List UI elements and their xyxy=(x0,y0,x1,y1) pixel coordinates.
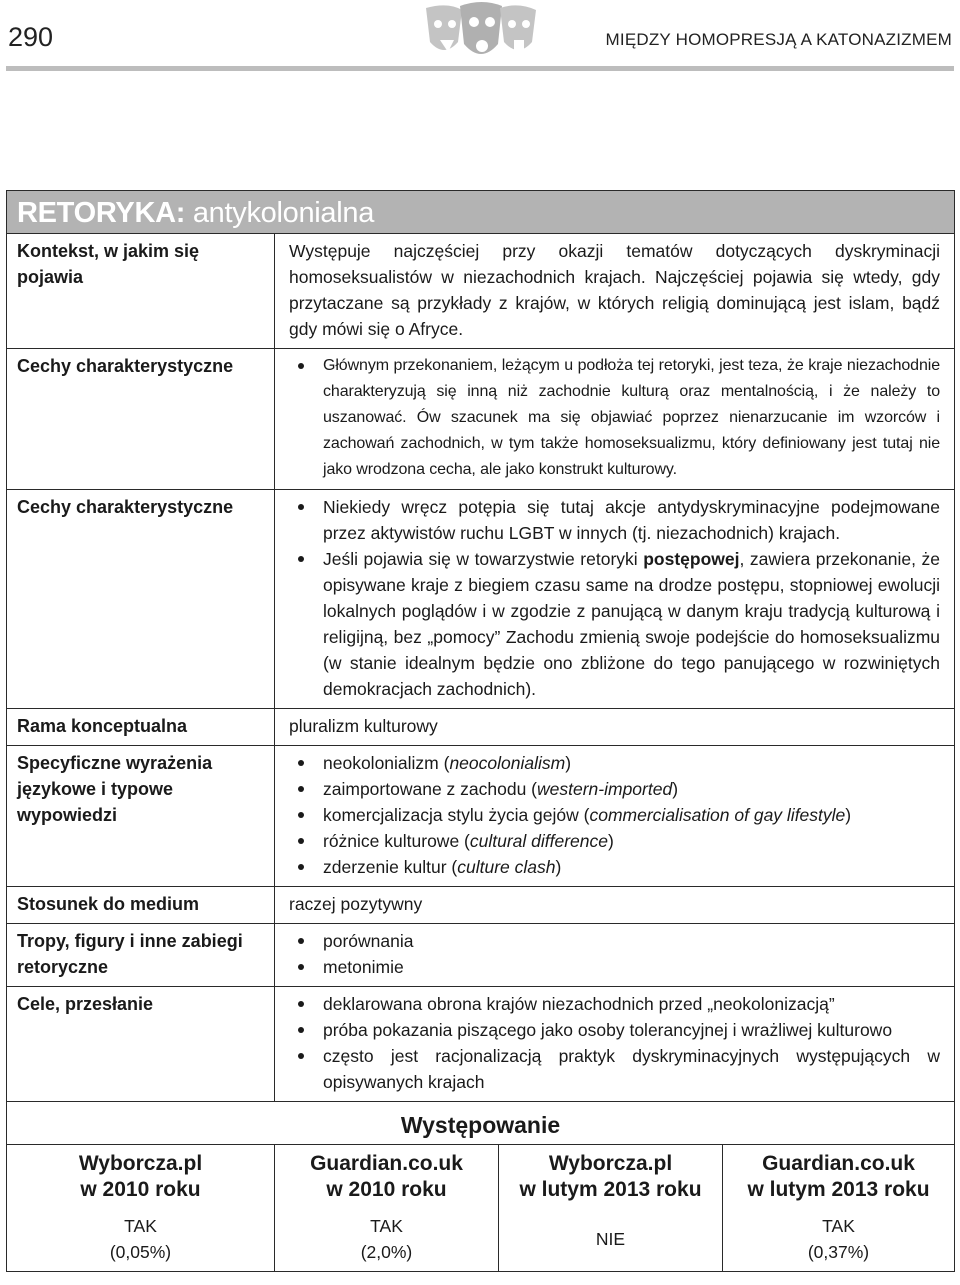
occurrence-cell xyxy=(499,1145,723,1272)
row-features-1 xyxy=(7,349,955,490)
bullet-list xyxy=(289,353,940,483)
row-label: Cele, przesłanie xyxy=(7,987,275,1102)
masks-logo-icon xyxy=(418,0,544,68)
occurrence-source: Wyborcza.pl xyxy=(548,1152,673,1175)
row-label: Rama konceptualna xyxy=(7,709,275,746)
list-item-text: , zawiera przekonanie, że opisywane kraje z biegiem czasu same na drodze postępu, stopniowej ewolucji lokalnych poglądów i w zgodzie z panującą w danym kraju tradycją kulturową i religijną, bez „pomocy” Zachodu zmienią swoje podejście do homoseksualizmu (w stanie idealnym będzie ono zbliżone do tego panującego w rozwiniętych demokracjach zachodnich). xyxy=(323,549,941,699)
row-label: Tropy, figury i inne zabiegi retoryczne xyxy=(7,924,275,987)
occurrence-heading: Występowanie xyxy=(7,1102,955,1145)
occurrence-source: Guardian.co.uk xyxy=(762,1152,915,1175)
occurrence-cell xyxy=(275,1145,499,1272)
list-item xyxy=(289,854,940,880)
list-item: metonimie xyxy=(289,954,940,980)
table-title xyxy=(7,191,955,234)
row-value: pluralizm kulturowy xyxy=(275,709,955,746)
list-item-text: ) xyxy=(672,779,679,799)
bullet-list xyxy=(289,928,940,980)
bullet-list xyxy=(289,494,940,702)
occurrence-cell xyxy=(723,1145,955,1272)
bullet-list xyxy=(289,991,940,1095)
list-item-italic: commercialisation of gay lifestyle xyxy=(589,805,846,825)
list-item-text: różnice kulturowe ( xyxy=(323,831,470,851)
list-item-text: ) xyxy=(608,831,614,851)
row-label: Specyficzne wyrażenia językowe i typowe wypowiedzi xyxy=(7,746,275,887)
row-framework xyxy=(7,709,955,746)
row-value: raczej pozytywny xyxy=(275,887,955,924)
list-item: często jest racjonalizacją praktyk dyskryminacyjnych występujących w opisywanych krajach xyxy=(289,1043,940,1095)
occurrence-share: (0,05%) xyxy=(109,1242,172,1262)
row-label: Kontekst, w jakim się pojawia xyxy=(7,234,275,349)
occurrence-result: TAK xyxy=(124,1216,157,1236)
row-context xyxy=(7,234,955,349)
row-value xyxy=(275,924,955,987)
rhetoric-table xyxy=(6,190,955,1272)
occurrence-source: Guardian.co.uk xyxy=(310,1152,463,1175)
row-expressions xyxy=(7,746,955,887)
list-item xyxy=(289,546,940,702)
list-item xyxy=(289,802,940,828)
occurrence-source: Wyborcza.pl xyxy=(78,1152,203,1175)
list-item-text: ) xyxy=(845,805,852,825)
running-title: MIĘDZY HOMOPRESJĄ A KATONAZIZMEM xyxy=(605,30,952,49)
list-item-bold: postępowej xyxy=(643,549,740,569)
row-value xyxy=(275,490,955,709)
list-item: deklarowana obrona krajów niezachodnich przed „neokolonizacją” xyxy=(289,991,940,1017)
row-label: Cechy charakterystyczne xyxy=(7,490,275,709)
row-value xyxy=(275,746,955,887)
list-item: porównania xyxy=(289,928,940,954)
page-header xyxy=(0,0,960,72)
list-item-text: zderzenie kultur ( xyxy=(323,857,458,877)
row-features-2 xyxy=(7,490,955,709)
occurrence-share: (2,0%) xyxy=(360,1242,413,1262)
occurrence-share: (0,37%) xyxy=(807,1242,870,1262)
list-item-text: neokolonializm ( xyxy=(323,753,450,773)
list-item-italic: culture clash xyxy=(457,857,556,877)
list-item: Niekiedy wręcz potępia się tutaj akcje antydyskryminacyjne podejmowane przez aktywistów ruchu LGBT w innych (tj. niezachodnich) krajach. xyxy=(289,494,940,546)
occurrence-period: w 2010 roku xyxy=(326,1178,447,1201)
list-item-italic: cultural difference xyxy=(469,831,609,851)
list-item: próba pokazania piszącego jako osoby tolerancyjnej i wrażliwej kulturowo xyxy=(289,1017,940,1043)
row-goals xyxy=(7,987,955,1102)
row-value xyxy=(275,987,955,1102)
occurrence-result: TAK xyxy=(822,1216,855,1236)
occurrence-row xyxy=(7,1145,955,1272)
row-value xyxy=(275,349,955,490)
occurrence-result: NIE xyxy=(595,1229,626,1249)
row-media xyxy=(7,887,955,924)
list-item-text: ) xyxy=(565,753,572,773)
list-item xyxy=(289,776,940,802)
list-item-text: ) xyxy=(555,857,562,877)
occurrence-result: TAK xyxy=(370,1216,403,1236)
bullet-list xyxy=(289,750,940,880)
list-item-text: Jeśli pojawia się w towarzystwie retoryki xyxy=(323,549,644,569)
occurrence-period: w lutym 2013 roku xyxy=(747,1178,930,1201)
header-rule xyxy=(6,66,954,71)
occurrence-period: w 2010 roku xyxy=(80,1178,201,1201)
page-number: 290 xyxy=(8,22,54,52)
list-item-italic: western-imported xyxy=(537,779,673,799)
context-text: Występuje najczęściej przy okazji tematów dotyczących dyskryminacji homoseksualistów w niezachodnich krajach. Najczęściej pojawia się wtedy, gdy przytaczane są przykłady z krajów, w których religią dominującą jest islam, bądź gdy mówi się o Afryce. xyxy=(289,241,941,339)
row-label: Stosunek do medium xyxy=(7,887,275,924)
table-title-rest: antykolonialna xyxy=(185,197,375,229)
list-item-text: zaimportowane z zachodu ( xyxy=(323,779,537,799)
occurrence-cell xyxy=(7,1145,275,1272)
list-item xyxy=(289,828,940,854)
list-item-italic: neocolonialism xyxy=(449,753,566,773)
row-tropes xyxy=(7,924,955,987)
list-item: Głównym przekonaniem, leżącym u podłoża tej retoryki, jest teza, że kraje niezachodnie charakteryzują się inną niż zachodnie kulturą oraz mentalnością, i że należy to uszanować. Ów szacunek ma się objawiać poprzez nienarzucanie im wzorców i zachowań zachodnich, w tym także homoseksualizmu, który definiowany jest tutaj nie jako wrodzona cecha, ale jako konstrukt kulturowy. xyxy=(289,353,940,483)
list-item-text: komercjalizacja stylu życia gejów ( xyxy=(323,805,590,825)
list-item xyxy=(289,750,940,776)
row-label: Cechy charakterystyczne xyxy=(7,349,275,490)
row-value xyxy=(275,234,955,349)
table-title-bold: RETORYKA: xyxy=(17,197,186,229)
occurrence-period: w lutym 2013 roku xyxy=(519,1178,702,1201)
